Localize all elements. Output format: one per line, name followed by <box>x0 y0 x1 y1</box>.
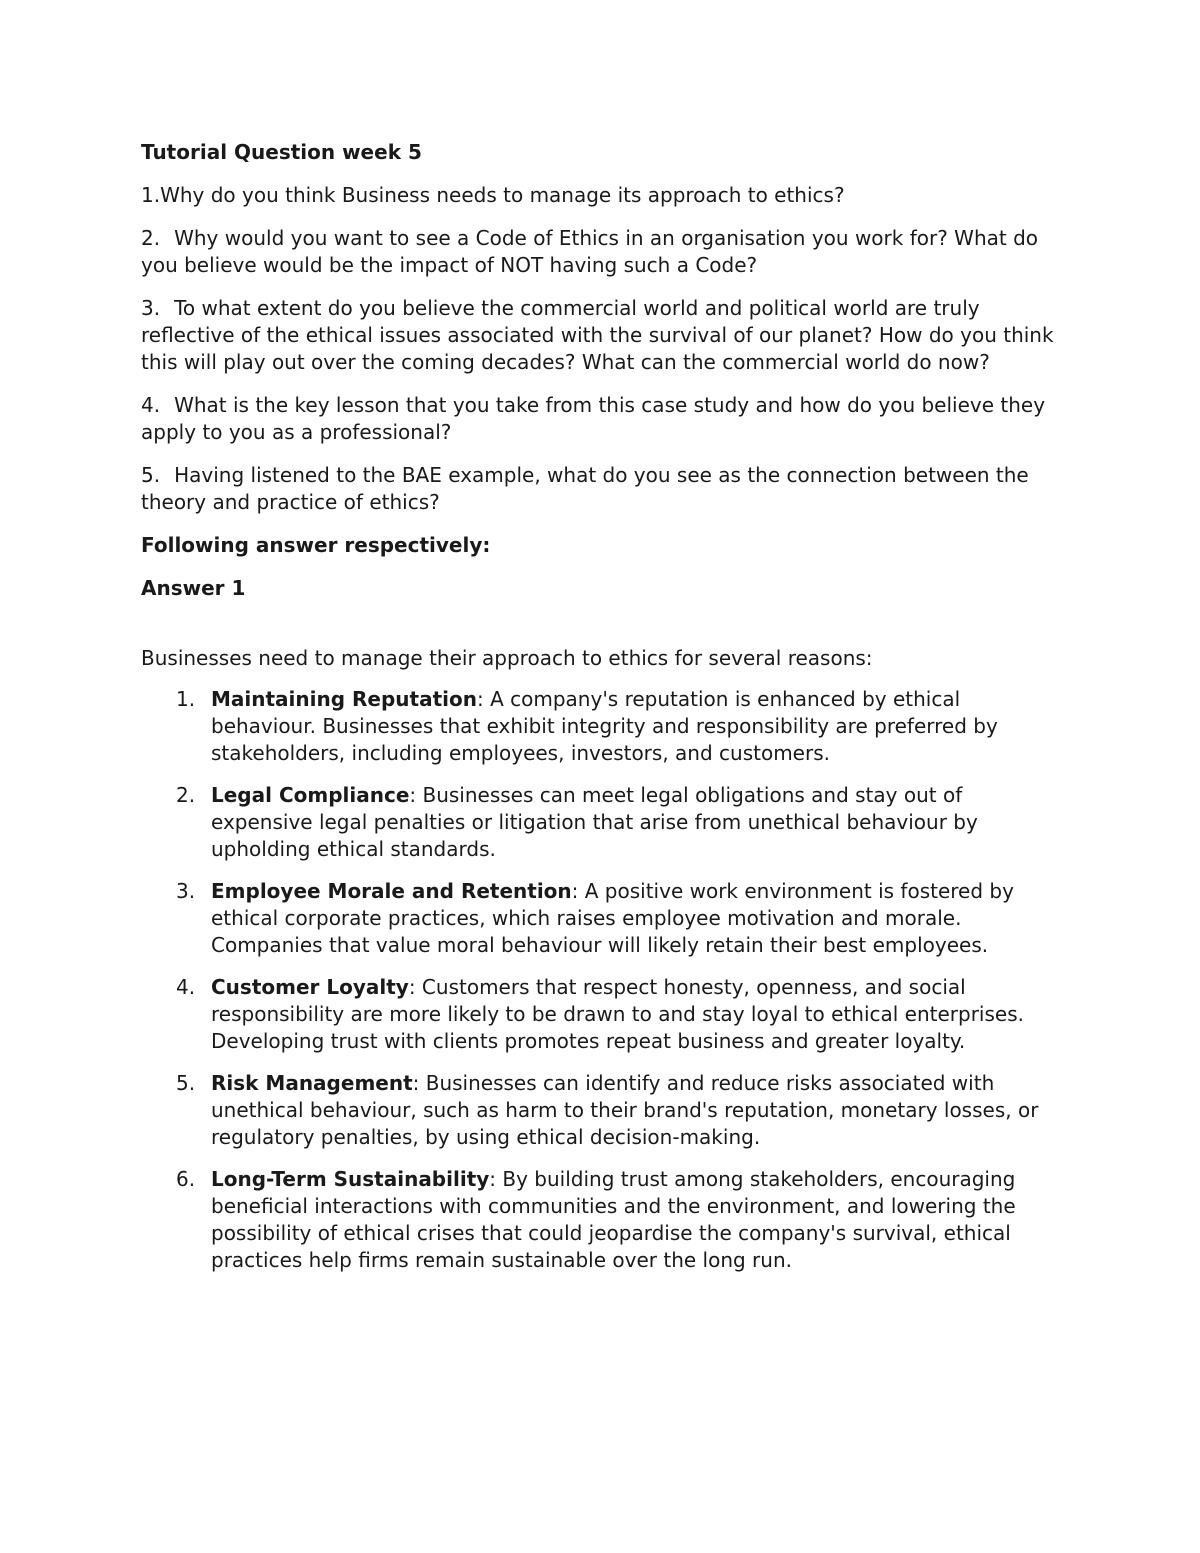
list-number: 6. <box>176 1167 196 1191</box>
following-heading: Following answer respectively: <box>141 533 491 557</box>
question-number: 1. <box>141 183 161 207</box>
list-item <box>141 974 1066 1055</box>
question-4 <box>141 392 1066 446</box>
reason-term: Long-Term Sustainability <box>211 1167 490 1191</box>
question-1 <box>141 182 1066 209</box>
reason-text: : A positive work environment is fostered by ethical corporate practices, which raises employee motivation and morale. Companies that value moral behaviour will likely retain their best employees. <box>211 879 1014 957</box>
answer-intro: Businesses need to manage their approach to ethics for several reasons: <box>141 646 873 670</box>
list-item <box>141 1070 1066 1151</box>
reason-term: Legal Compliance <box>211 783 410 807</box>
list-item <box>141 782 1066 863</box>
question-number: 5. <box>141 463 161 487</box>
list-item <box>141 878 1066 959</box>
question-text: What is the key lesson that you take from this case study and how do you believe they apply to you as a professional? <box>141 393 1046 444</box>
question-5 <box>141 462 1066 516</box>
document-title: Tutorial Question week 5 <box>141 140 422 164</box>
reason-term: Customer Loyalty <box>211 975 409 999</box>
reason-term: Risk Management <box>211 1071 413 1095</box>
question-text: Why do you think Business needs to manage its approach to ethics? <box>160 183 845 207</box>
list-number: 5. <box>176 1071 196 1095</box>
question-number: 2. <box>141 226 161 250</box>
list-number: 1. <box>176 687 196 711</box>
list-number: 4. <box>176 975 196 999</box>
list-number: 2. <box>176 783 196 807</box>
list-item <box>141 1166 1066 1274</box>
list-number: 3. <box>176 879 196 903</box>
reason-text: : Businesses can meet legal obligations and stay out of expensive legal penalties or litigation that arise from unethical behaviour by upholding ethical standards. <box>211 783 978 861</box>
question-text: To what extent do you believe the commercial world and political world are truly reflective of the ethical issues associated with the survival of our planet? How do you think this will play out over the coming decades? What can the commercial world do now? <box>141 296 1054 374</box>
reason-text: : Customers that respect honesty, openness, and social responsibility are more likely to be drawn to and stay loyal to ethical enterprises. Developing trust with clients promotes repeat business and greater loyalty. <box>211 975 1024 1053</box>
document-page <box>141 139 1066 1289</box>
question-text: Having listened to the BAE example, what do you see as the connection between the theory and practice of ethics? <box>141 463 1029 514</box>
reason-term: Maintaining Reputation <box>211 687 477 711</box>
question-3 <box>141 295 1066 376</box>
reason-text: : By building trust among stakeholders, encouraging beneficial interactions with communities and the environment, and lowering the possibility of ethical crises that could jeopardise the company's survival, ethical practices help firms remain sustainable over the long run. <box>211 1167 1016 1272</box>
question-number: 3. <box>141 296 161 320</box>
reason-term: Employee Morale and Retention <box>211 879 572 903</box>
answer-title: Answer 1 <box>141 576 246 600</box>
reason-text: : A company's reputation is enhanced by ethical behaviour. Businesses that exhibit integrity and responsibility are preferred by stakeholders, including employees, investors, and customers. <box>211 687 998 765</box>
list-item <box>141 686 1066 767</box>
reasons-list <box>141 686 1066 1274</box>
question-text: Why would you want to see a Code of Ethics in an organisation you work for? What do you believe would be the impact of NOT having such a Code? <box>141 226 1039 277</box>
question-number: 4. <box>141 393 161 417</box>
reason-text: : Businesses can identify and reduce risks associated with unethical behaviour, such as harm to their brand's reputation, monetary losses, or regulatory penalties, by using ethical decision-making. <box>211 1071 1039 1149</box>
question-2 <box>141 225 1066 279</box>
